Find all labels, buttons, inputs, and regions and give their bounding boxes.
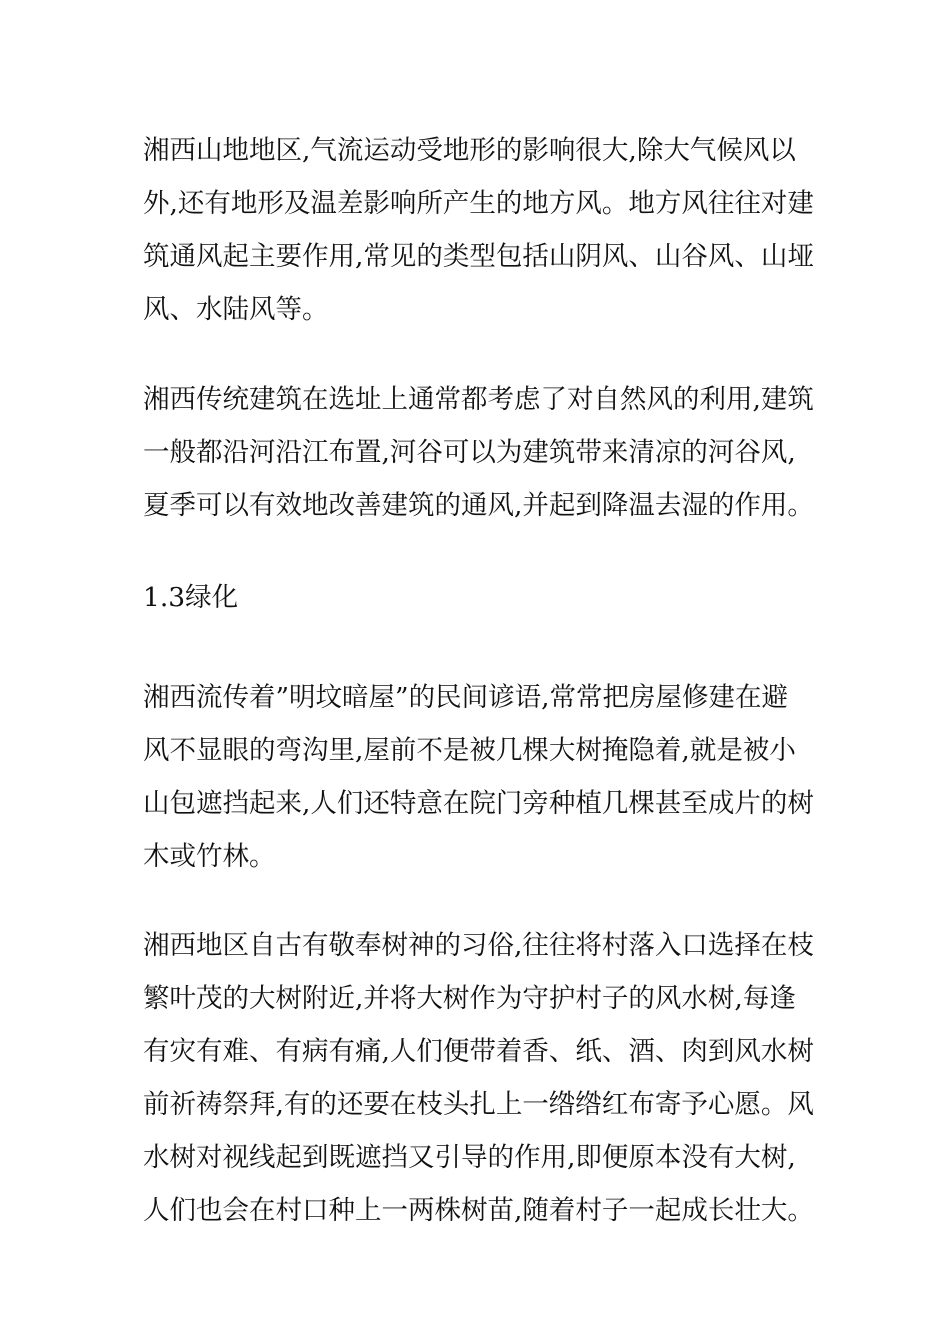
paragraph-folk-saying	[143, 671, 814, 883]
text-line: 有灾有难、有病有痛,人们便带着香、纸、酒、肉到风水树	[143, 1036, 814, 1067]
text-line: 外,还有地形及温差影响所产生的地方风。地方风往往对建	[143, 188, 814, 219]
text-line: 山包遮挡起来,人们还特意在院门旁种植几棵甚至成片的树	[143, 788, 814, 819]
text-line: 风不显眼的弯沟里,屋前不是被几棵大树掩隐着,就是被小	[143, 735, 796, 766]
text-line: 湘西地区自古有敬奉树神的习俗,往往将村落入口选择在枝	[143, 930, 814, 961]
text-line: 风、水陆风等。	[143, 294, 329, 325]
text-line: 人们也会在村口种上一两株树苗,随着村子一起成长壮大。	[143, 1195, 814, 1226]
text-line: 木或竹林。	[143, 841, 276, 872]
text-line: 筑通风起主要作用,常见的类型包括山阴风、山谷风、山垭	[143, 241, 814, 272]
text-line: 繁叶茂的大树附近,并将大树作为守护村子的风水树,每逢	[143, 983, 796, 1014]
text-line: 水树对视线起到既遮挡又引导的作用,即便原本没有大树,	[143, 1142, 796, 1173]
paragraph-site-selection	[143, 373, 814, 532]
section-heading	[143, 571, 809, 624]
text-line: 夏季可以有效地改善建筑的通风,并起到降温去湿的作用。	[143, 490, 814, 521]
text-line: 前祈祷祭拜,有的还要在枝头扎上一绺绺红布寄予心愿。风	[143, 1089, 814, 1120]
text-line: 湘西山地地区,气流运动受地形的影响很大,除大气候风以	[143, 135, 796, 166]
text-line: 一般都沿河沿江布置,河谷可以为建筑带来清凉的河谷风,	[143, 437, 796, 468]
paragraph-fengshui-tree	[143, 919, 814, 1237]
paragraph-local-wind	[143, 124, 814, 336]
section-heading-text: 1.3绿化	[143, 582, 239, 613]
text-line: 湘西流传着”明坟暗屋”的民间谚语,常常把房屋修建在避	[143, 682, 789, 713]
text-line: 湘西传统建筑在选址上通常都考虑了对自然风的利用,建筑	[143, 384, 814, 415]
